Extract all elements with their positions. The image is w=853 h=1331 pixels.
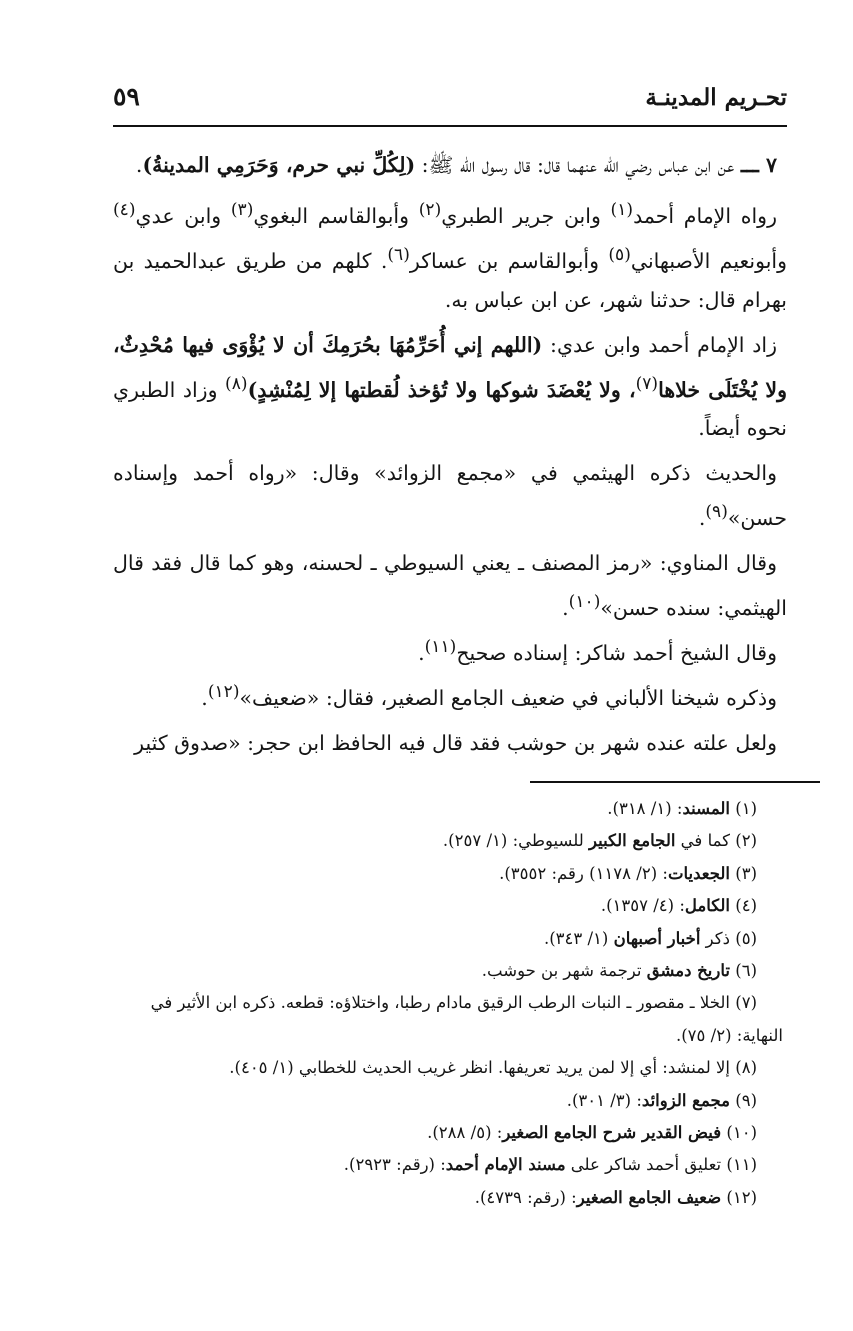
addition-paragraph [113, 326, 787, 449]
footnote-text: للسيوطي: (١/ ٢٥٧). [442, 831, 589, 851]
sentence-end: . [698, 506, 706, 531]
haythami-paragraph [113, 454, 787, 538]
footnote-text: : (رقم: ٤٧٣٩). [474, 1187, 577, 1207]
text-segment: وابن جرير الطبري [441, 203, 611, 228]
footnote-9 [113, 1085, 783, 1117]
text-segment: وزاد الطبري نحوه أيضاً. [113, 377, 787, 441]
footnote-text: : (رقم: ٢٩٢٣). [343, 1155, 446, 1175]
footnote-ref: (٧) [635, 373, 659, 394]
footnote-2 [113, 825, 783, 857]
footnote-7 [113, 987, 783, 1019]
footnote-text: تعليق أحمد شاكر على [565, 1155, 722, 1175]
footnote-number: (١) [735, 799, 757, 818]
sentence-end: . [201, 685, 208, 710]
text-segment: وقال الشيخ أحمد شاكر: إسناده صحيح [456, 640, 777, 665]
hadith-intro: عن ابن عباس رضي الله عنهما قال: قال رسول الله ﷺ: [415, 153, 741, 177]
footnote-5 [113, 923, 783, 955]
footnote-ref: (٩) [705, 502, 728, 523]
text-segment: وأبونعيم الأصبهاني [630, 248, 788, 273]
footnote-text: الخلا ـ مقصور ـ النبات الرطب الرقيق مادام رطبا، واختلاؤه: قطعه. ذكره ابن الأثير في [150, 993, 730, 1013]
footnote-ref: (١٠) [568, 592, 601, 613]
footnote-text: النهاية: (٢/ ٧٥). [675, 1025, 783, 1045]
footnote-8 [113, 1052, 783, 1084]
footnote-number: (١٢) [726, 1187, 757, 1207]
footnotes [113, 793, 783, 1214]
sentence-end: . [418, 640, 425, 665]
footnote-number: (١١) [726, 1155, 757, 1175]
sentence-end: . [562, 596, 569, 621]
footnote-text: : (٥/ ٢٨٨). [427, 1123, 503, 1143]
running-header [113, 82, 787, 122]
source-title: أخبار أصبهان [613, 928, 701, 948]
source-title: الجعديات [667, 863, 730, 883]
footnote-text: : (٤/ ١٣٥٧). [600, 896, 685, 916]
footnote-text: ذكر [700, 928, 730, 948]
footnote-text: ترجمة شهر بن حوشب. [481, 961, 647, 981]
text-segment: وأبوالقاسم البغوي [253, 203, 419, 228]
illness-paragraph [113, 724, 787, 763]
text-segment: وذكره شيخنا الألباني في ضعيف الجامع الصغير، فقال: «ضعيف» [239, 685, 777, 710]
footnote-ref: (٢) [418, 200, 442, 220]
source-title: ضعيف الجامع الصغير [576, 1187, 722, 1207]
footnote-6 [113, 955, 783, 987]
footnote-text: : (٢/ ١١٧٨) رقم: ٣٥٥٢). [499, 863, 668, 883]
munawi-paragraph [113, 544, 787, 628]
narrators-paragraph [113, 191, 787, 320]
footnote-number: (٢) [735, 831, 757, 851]
source-title: الكامل [684, 896, 730, 916]
footnote-1 [113, 793, 783, 825]
footnote-ref: (٤) [113, 200, 136, 220]
text-segment: وابن عدي [135, 203, 231, 228]
footnote-number: (٨) [735, 1058, 757, 1078]
text-segment: وأبوالقاسم بن عساكر [409, 248, 609, 273]
source-title: المسند [682, 799, 730, 818]
source-title: مسند الإمام أحمد [445, 1155, 566, 1175]
footnote-number: (٩) [735, 1090, 757, 1110]
hadith-text: (لِكُلِّ نبي حرم، وَحَرَمِي المدينةُ) [142, 153, 416, 177]
footnote-7-continuation [113, 1020, 783, 1052]
text-segment: . كلهم من طريق عبدالحميد بن بهرام قال: حدثنا شهر، عن ابن عباس به. [113, 248, 787, 312]
footnote-10 [113, 1117, 783, 1149]
running-title: تحـريم المدينـة [645, 84, 787, 111]
footnote-text: إلا لمنشد: أي إلا لمن يريد تعريفها. انظر غريب الحديث للخطابي (١/ ٤٠٥). [229, 1058, 730, 1078]
hadith-number: ٧ ـــ [740, 153, 777, 177]
footnote-number: (٥) [735, 928, 757, 948]
page-number: ٥٩ [113, 82, 140, 111]
footnote-11 [113, 1149, 783, 1181]
footnote-ref: (٥) [608, 244, 631, 265]
sentence-end: . [135, 153, 143, 177]
source-title: تاريخ دمشق [646, 961, 730, 981]
footnote-separator [530, 781, 820, 783]
footnote-3 [113, 858, 783, 890]
text-segment: والحديث ذكره الهيثمي في «مجمع الزوائد» وقال: «رواه أحمد وإسناده حسن» [113, 461, 787, 531]
source-title: فيض القدير شرح الجامع الصغير [502, 1123, 722, 1143]
header-rule [113, 125, 787, 127]
hadith-paragraph [113, 146, 787, 185]
footnote-number: (٧) [735, 993, 757, 1013]
main-text [113, 146, 787, 769]
footnote-text: كما في [675, 831, 730, 851]
albani-paragraph [113, 673, 787, 718]
footnote-number: (٣) [735, 863, 757, 883]
footnote-ref: (٨) [225, 373, 248, 394]
footnote-ref: (٣) [230, 200, 254, 220]
footnote-4 [113, 890, 783, 922]
footnote-12 [113, 1182, 783, 1214]
footnote-text: (١/ ٣٤٣). [543, 928, 614, 948]
footnote-text: : (١/ ٣١٨). [607, 799, 683, 818]
text-segment: زاد الإمام أحمد وابن عدي: [542, 332, 777, 357]
footnote-ref: (١٢) [207, 681, 240, 702]
source-title: الجامع الكبير [588, 831, 676, 851]
text-segment: ولعل علته عنده شهر بن حوشب فقد قال فيه الحافظ ابن حجر: «صدوق كثير [134, 730, 777, 755]
footnote-ref: (١) [610, 200, 634, 220]
footnote-ref: (٦) [387, 244, 410, 265]
footnote-ref: (١١) [424, 637, 457, 658]
text-segment: وقال المناوي: «رمز المصنف ـ يعني السيوطي ـ لحسنه، وهو كما قال فقد قال الهيثمي: سنده حسن» [113, 551, 787, 621]
shakir-paragraph [113, 628, 787, 673]
text-segment: رواه الإمام أحمد [633, 203, 777, 228]
source-title: مجمع الزوائد [641, 1090, 730, 1110]
hadith-addition-text: (اللهم إني أُحَرِّمُهَا بحُرَمِكَ أن لا يُؤْوَى فيها مُحْدِثٌ، ولا يُخْتَلَى خلاها [113, 332, 787, 402]
footnote-number: (٤) [735, 896, 757, 916]
footnote-number: (١٠) [726, 1123, 757, 1143]
footnote-number: (٦) [735, 961, 757, 981]
hadith-addition-text: ، ولا يُعْضَدَ شوكها ولا تُؤخذ لُقطتها إلا لِمُنْشِدٍ) [247, 377, 636, 402]
footnote-text: : (٣/ ٣٠١). [566, 1090, 642, 1110]
